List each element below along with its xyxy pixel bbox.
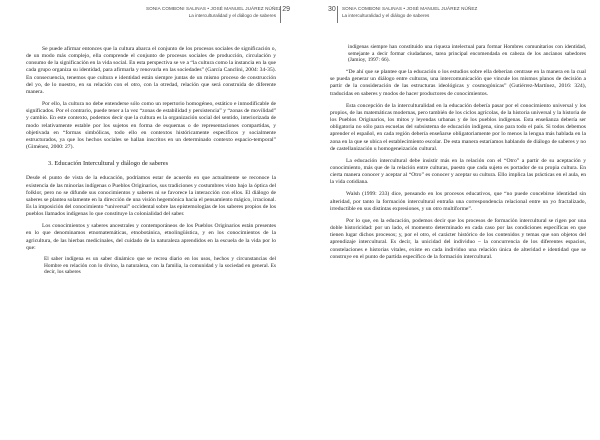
header-authors: SONIA COMBONI SALINAS • JOSÉ MANUEL JUÁREZ NÚÑEZ: [342, 6, 478, 11]
running-header-right: [328, 6, 478, 28]
paragraph: Se puede afirmar entonces que la cultura abarca el conjunto de los procesos sociales de significación o, de un modo más complejo, ella comprende el conjunto de procesos sociales de producción, circulación y consumo de la significación en la vida social. En esta perspectiva se ve a “la cultura como la instancia en la que cada grupo organiza su identidad, para afirmarla y renovarla en las sociedades” (García Canclini, 2004: 34-35). En consecuencia, tenemos que cultura e identidad están siempre juntas de un mismo proceso de construcción del yo, de lo nuestro, en su relación con el otro, con la otredad, relación que será construida de diferente manera.: [26, 46, 276, 95]
header-divider: [337, 6, 338, 23]
header-book-title: La interculturalidad y el diálogo de saberes: [188, 13, 276, 18]
paragraph: La educación intercultural debe insistir más en la relación con el “Otro” a partir de su aceptación y conocimiento, más que de la relación entre culturas, puesto que cada sujeto es portador de su propia cultura. En cierta manera conocer y aceptar al “Otro” es conocer y aceptar su cultura. Ello implica las prácticas en el aula, en la vida cotidiana.: [330, 157, 586, 186]
paragraph: “De ahí que se plantee que la educación o los estudios sobre ella deberían centrase en la manera en la cual se pueda generar un diálogo entre culturas, una intercomunicación que vincule los mismos planos de decisión a partir de la consideración de las estructuras ideológicas y cosmogónicas” (Gutiérrez-Martínez, 2016: 324), traducidas en saberes y modos de hacer productores de conocimientos.: [330, 69, 586, 97]
header-book-title: La interculturalidad y el diálogo de saberes: [342, 13, 430, 18]
block-quote: El saber indígena es un saber dinámico que se recrea diario en los usos, hechos y circunstancias del Hombre en relación con lo divino, la naturaleza, con la familia, la comunidad y la sociedad en general. Es decir, los saberes: [44, 255, 276, 276]
page-number-right: 30: [328, 6, 336, 13]
paragraph: Por ello, la cultura no debe entenderse sólo como un repertorio homogéneo, estático e inmodificable de significados. Por el contrario, puede tener a la vez “zonas de estabilidad y persistencia” y “zonas de movilidad” y cambio. En este contexto, podemos decir que la cultura es la organización social del sentido, interiorizada de modo relativamente estable por los sujetos en forma de esquemas o de representaciones compartidas, y objetivada en “formas simbólicas, todo ello en contextos históricamente específicos y socialmente estructurados, ya que los hechos sociales se hallan inscritos en un determinado contexto espacio-temporal” (Giménez, 2000: 27).: [26, 101, 276, 151]
paragraph: Walsh (1999: 233) dice, pensando en los procesos educativos, que “no puede concebirse identidad sin alteridad, por tanto la formación intercultural entraña una correspondencia relacional entre un yo fractalizado, irreductible en sus distintas expresiones, y un otro multiforme”.: [330, 191, 586, 212]
header-divider: [280, 6, 281, 23]
paragraph: Esta concepción de la interculturalidad en la educación debería pasar por el conocimiento universal y los propios, de las matemáticas modernas, pero también de los ciclos agrícolas, de la historia universal y la historia de los Pueblos Originarios, los mitos y leyendas urbanas y de los pueblos indígenas. Esta enseñanza debería ser obligatoria no sólo para escuelas del subsistema de educación indígena, sino para todo el país. Si todos debemos aprender el español, en cada región debería enseñarse obligatoriamente por lo menos la lengua más hablada en la zona en la que se ubica el establecimiento escolar. De esta manera estaríamos hablando de diálogo de saberes y no de castellanización u homogeneización cultural.: [330, 102, 586, 152]
section-heading: 3. Educación Intercultural y diálogo de saberes: [48, 160, 169, 168]
left-page-body: [26, 46, 276, 276]
right-page: [300, 0, 600, 440]
running-header-left: [146, 6, 290, 28]
page-number-left: 29: [282, 6, 290, 13]
header-authors: SONIA COMBONI SALINAS • JOSÉ MANUEL JUÁREZ NÚÑEZ: [146, 6, 282, 11]
paragraph: Desde el punto de vista de la educación, podríamos estar de acuerdo en que actualmente se reconoce la existencia de las minorías indígenas o Pueblos Originarios, sus tradiciones y costumbres visto bajo la óptica del folklor, pero no se difunde sus conocimientos y saberes ni se favorece la interacción con ellos. El diálogo de saberes se plantea solamente en la dirección de una visión hegemónica hacia el pensamiento mágico, irracional. Es la imposición del conocimiento “universal” occidental sobre las epistemologías de los saberes propios de los pueblos llamados indígenas lo que constituye la colonialidad del saber.: [26, 175, 276, 218]
block-quote-continued: indígenas siempre han constituido una riqueza intelectual para formar Hombres comunitarios con identidad, semejante a decir formar ciudadanos, tarea principal encomendada en cabeza de los ancianos sabedores (Jamioy, 1997: 66).: [348, 44, 586, 64]
paragraph: Por lo que, en la educación, podemos decir que los procesos de formación intercultural se rigen por una doble historicidad: por un lado, el momento determinado en cada caso por las condiciones específicas en que tienen lugar dichos procesos; y, por el otro, el carácter histórico de los contenidos y temas que son objetos del aprendizaje intercultural. Es decir, la unicidad del individuo – la concurrencia de los diferentes espacios, constelaciones e historias vitales, existe en cada individuo una relación única de alteridad e identidad que se construye en el punto de partida específico de la formación intercultural.: [330, 217, 586, 260]
paragraph: Los conocimientos y saberes ancestrales y contemporáneos de los Pueblos Originarios están presentes en lo que denominamos etnomatemáticas, etnobotánica, etnolingüística, y en los conocimientos de la agricultura, de las hierbas medicinales, del cuidado de la naturaleza aprendidos en la escuela de la vida por lo que:: [26, 223, 276, 251]
right-page-body: [330, 44, 586, 261]
